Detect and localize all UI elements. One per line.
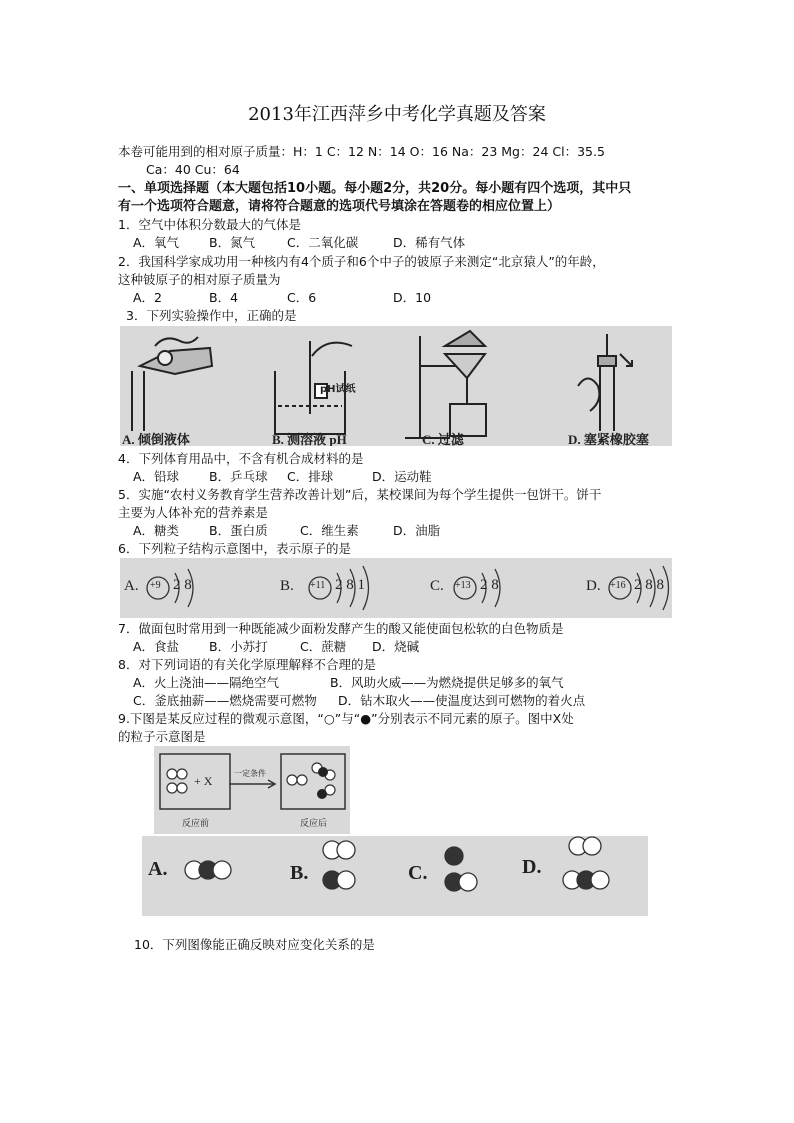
q5-stem-2: 主要为人体补充的营养素是: [118, 505, 269, 520]
ph-paper-label: pH试纸: [320, 384, 356, 395]
q4-option-a: A．铅球: [133, 469, 180, 484]
q3-lab-figure: [120, 326, 672, 446]
q5-option-d: D．油脂: [393, 523, 441, 538]
q7-stem: 7．做面包时常用到一种既能减少面粉发酵产生的酸又能使面包松软的白色物质是: [118, 621, 564, 636]
q2-option-c: C．6: [287, 290, 317, 305]
q9-option-b-label: B.: [290, 862, 309, 884]
q2-option-d: D．10: [393, 290, 432, 305]
before-label: 反应前: [182, 818, 210, 828]
condition-label: 一定条件: [234, 769, 266, 778]
q2-option-a: A．2: [133, 290, 163, 305]
atom-d-nucleus: +16: [610, 580, 626, 591]
q9-option-a-label: A.: [148, 858, 168, 880]
q8-option-a: A．火上浇油——隔绝空气: [133, 675, 280, 690]
q4-stem: 4．下列体育用品中，不含有机合成材料的是: [118, 451, 364, 466]
q7-option-d: D．烧碱: [372, 639, 420, 654]
atom-a-label: A.: [124, 578, 139, 594]
atom-b-label: B.: [280, 578, 294, 594]
q6-atom-figure: [120, 558, 672, 618]
q8-option-c: C．釜底抽薪——燃烧需要可燃物: [133, 693, 317, 708]
q1-stem: 1．空气中体积分数最大的气体是: [118, 217, 301, 232]
atom-c-label: C.: [430, 578, 444, 594]
q3-caption-d: D. 塞紧橡胶塞: [568, 432, 649, 446]
q4-option-d: D．运动鞋: [372, 469, 432, 484]
after-label: 反应后: [300, 818, 328, 828]
q5-option-a: A．糖类: [133, 523, 180, 538]
q5-stem-1: 5．实施“农村义务教育学生营养改善计划”后，某校课间为每个学生提供一包饼干。饼干: [118, 487, 602, 502]
q3-stem: 3．下列实验操作中，正确的是: [126, 308, 297, 323]
q7-option-a: A．食盐: [133, 639, 180, 654]
q2-stem-1: 2．我国科学家成功用一种核内有4个质子和6个中子的铍原子来测定“北京猿人”的年龄，: [118, 254, 605, 269]
atom-c-nucleus: +13: [455, 580, 471, 591]
atom-c-shells: 2 8: [480, 577, 499, 593]
q3-caption-a: A. 倾倒液体: [122, 432, 190, 446]
q4-option-b: B．乒乓球: [209, 469, 268, 484]
atom-d-label: D.: [586, 578, 601, 594]
molecule-options: [142, 836, 648, 916]
plus-x-label: + X: [194, 774, 213, 788]
q7-option-c: C．蔗糖: [300, 639, 347, 654]
q8-option-d: D．钻木取火——使温度达到可燃物的着火点: [338, 693, 586, 708]
q5-option-c: C．维生素: [300, 523, 359, 538]
q1-option-a: A．氧气: [133, 235, 180, 250]
atom-a-nucleus: +9: [150, 580, 161, 591]
q1-option-d: D．稀有气体: [393, 235, 466, 250]
intro-line-2: Ca：40 Cu：64: [146, 162, 240, 177]
q2-stem-2: 这种铍原子的相对原子质量为: [118, 272, 281, 287]
page-title: 2013年江西萍乡中考化学真题及答案: [248, 104, 546, 125]
section-heading-2: 有一个选项符合题意，请将符合题意的选项代号填涂在答题卷的相应位置上）: [118, 199, 561, 214]
q9-reaction-figure: [154, 746, 350, 834]
q5-option-b: B．蛋白质: [209, 523, 268, 538]
q9-stem-1: 9.下图是某反应过程的微观示意图，“○”与“●”分别表示不同元素的原子。图中X处: [118, 711, 574, 726]
q9-option-d-label: D.: [522, 856, 542, 878]
intro-line-1: 本卷可能用到的相对原子质量：H：1 C：12 N：14 O：16 Na：23 Mg：24 Cl：35.5: [118, 144, 605, 159]
q9-option-c-label: C.: [408, 862, 428, 884]
q7-option-b: B．小苏打: [209, 639, 268, 654]
q8-option-b: B．风助火威——为燃烧提供足够多的氧气: [330, 675, 564, 690]
q1-option-b: B．氮气: [209, 235, 256, 250]
q4-option-c: C．排球: [287, 469, 334, 484]
q8-stem: 8．对下列词语的有关化学原理解释不合理的是: [118, 657, 376, 672]
atom-a-shells: 2 8: [173, 577, 192, 593]
atom-b-nucleus: +11: [310, 580, 326, 591]
section-heading-1: 一、单项选择题（本大题包括10小题。每小题2分，共20分。每小题有四个选项，其中只: [118, 181, 632, 196]
q1-option-c: C．二氧化碳: [287, 235, 359, 250]
q3-caption-c: C. 过滤: [422, 432, 464, 446]
q3-caption-b: B. 测溶液 pH: [272, 432, 347, 446]
q9-stem-2: 的粒子示意图是: [118, 729, 206, 744]
q6-stem: 6．下列粒子结构示意图中，表示原子的是: [118, 541, 351, 556]
lab-operations-illustration: [120, 326, 672, 446]
atom-b-shells: 2 8 1: [335, 577, 365, 593]
atom-d-shells: 2 8 8: [634, 577, 664, 593]
q2-option-b: B．4: [209, 290, 239, 305]
q9-options-figure: [142, 836, 648, 916]
q10-stem: 10．下列图像能正确反映对应变化关系的是: [134, 937, 375, 952]
